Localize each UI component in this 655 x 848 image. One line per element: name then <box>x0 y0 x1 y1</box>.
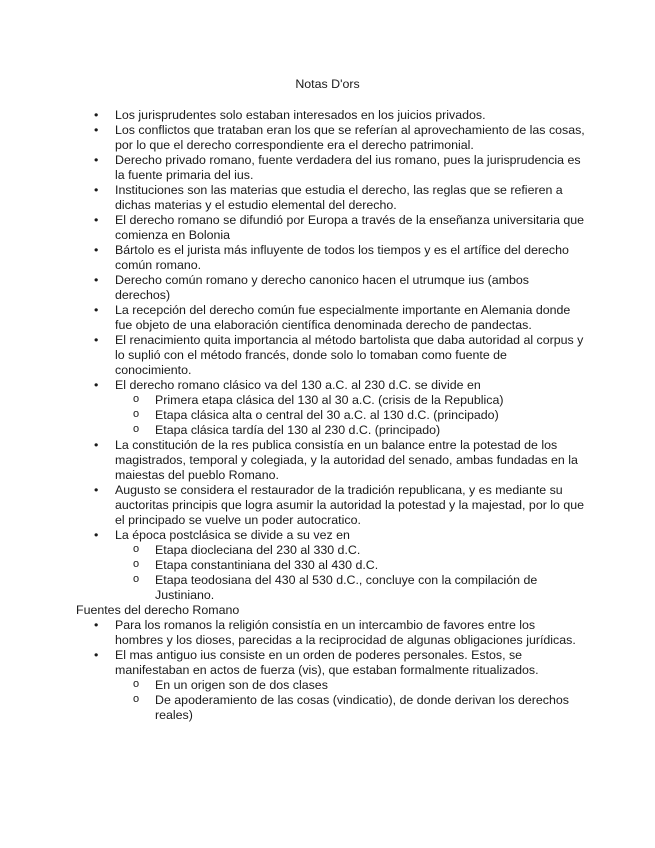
list-item <box>76 528 586 603</box>
list-item: • La recepción del derecho común fue especialmente importante en Alemania donde fue objeto de una elaboración científica denominada derecho de pandectas. <box>76 303 586 333</box>
sub-list-item: o Etapa diocleciana del 230 al 330 d.C. <box>76 543 586 558</box>
list-item: • El renacimiento quita importancia al método bartolista que daba autoridad al corpus y lo suplió con el método francés, donde solo lo tomaban como fuente de conocimiento. <box>76 333 586 378</box>
notes-list <box>76 108 586 603</box>
list-item <box>76 648 586 723</box>
sub-list-item: o Etapa teodosiana del 430 al 530 d.C., concluye con la compilación de Justiniano. <box>76 573 586 603</box>
sub-list <box>115 393 586 438</box>
list-item: • Derecho privado romano, fuente verdadera del ius romano, pues la jurisprudencia es la fuente primaria del ius. <box>76 153 586 183</box>
sub-list-item: o Etapa clásica alta o central del 30 a.C. al 130 d.C. (principado) <box>76 408 586 423</box>
document-title: Notas D'ors <box>295 77 360 91</box>
sub-list <box>115 678 586 723</box>
section-heading: Fuentes del derecho Romano <box>76 603 240 617</box>
list-item: • Derecho común romano y derecho canonico hacen el utrumque ius (ambos derechos) <box>76 273 586 303</box>
sub-list-item: o Etapa constantiniana del 330 al 430 d.C. <box>76 558 586 573</box>
list-item: • La constitución de la res publica consistía en un balance entre la potestad de los magistrados, temporal y colegiada, y la autoridad del senado, ambas fundadas en la maiestas del pueblo Romano. <box>76 438 586 483</box>
sub-list-item: o En un origen son de dos clases <box>76 678 586 693</box>
list-item: • Los jurisprudentes solo estaban interesados en los juicios privados. <box>76 108 586 123</box>
list-item <box>76 378 586 438</box>
list-item: • Augusto se considera el restaurador de la tradición republicana, y es mediante su auctoritas principis que logra asumir la autoridad la potestad y la majestad, por lo que el principado se vuelve un poder autocratico. <box>76 483 586 528</box>
list-item: • El derecho romano se difundió por Europa a través de la enseñanza universitaria que comienza en Bolonia <box>76 213 586 243</box>
sub-list <box>115 543 586 603</box>
list-item: • Instituciones son las materias que estudia el derecho, las reglas que se refieren a dichas materias y el estudio elemental del derecho. <box>76 183 586 213</box>
sub-list-item: o Etapa clásica tardía del 130 al 230 d.C. (principado) <box>76 423 586 438</box>
list-item: • Para los romanos la religión consistía en un intercambio de favores entre los hombres y los dioses, parecidas a la reciprocidad de algunas obligaciones jurídicas. <box>76 618 586 648</box>
sources-list <box>76 618 586 723</box>
list-item: • Bártolo es el jurista más influyente de todos los tiempos y es el artífice del derecho común romano. <box>76 243 586 273</box>
list-item-text: El derecho romano clásico va del 130 a.C. al 230 d.C. se divide en <box>115 378 481 392</box>
sub-list-item: o Primera etapa clásica del 130 al 30 a.C. (crisis de la Republica) <box>76 393 586 408</box>
sub-list-item: o De apoderamiento de las cosas (vindicatio), de donde derivan los derechos reales) <box>76 693 586 723</box>
list-item-text: El mas antiguo ius consiste en un orden de poderes personales. Estos, se manifestaban en actos de fuerza (vis), que estaban formalmente ritualizados. <box>115 648 539 677</box>
document-body <box>76 108 586 723</box>
list-item: • Los conflictos que trataban eran los que se referían al aprovechamiento de las cosas, por lo que el derecho correspondiente era el derecho patrimonial. <box>76 123 586 153</box>
list-item-text: La época postclásica se divide a su vez en <box>115 528 350 542</box>
